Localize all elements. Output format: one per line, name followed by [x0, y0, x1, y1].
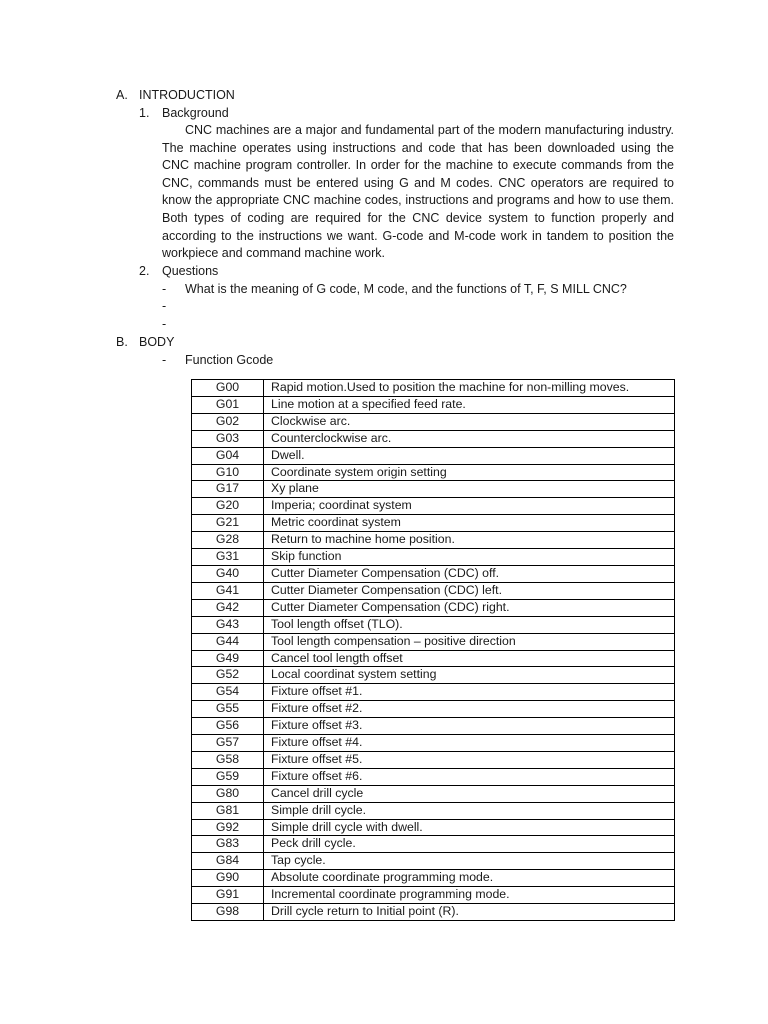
table-row [192, 701, 675, 718]
description-cell: Absolute coordinate programming mode. [264, 870, 675, 887]
table-row [192, 464, 675, 481]
gcode-cell: G52 [192, 667, 264, 684]
description-cell: Xy plane [264, 481, 675, 498]
description-cell: Fixture offset #5. [264, 751, 675, 768]
gcode-cell: G42 [192, 599, 264, 616]
table-row [192, 684, 675, 701]
gcode-cell: G43 [192, 616, 264, 633]
description-cell: Skip function [264, 549, 675, 566]
gcode-cell: G28 [192, 532, 264, 549]
description-cell: Cancel tool length offset [264, 650, 675, 667]
description-cell: Tool length compensation – positive direction [264, 633, 675, 650]
gcode-cell: G56 [192, 718, 264, 735]
description-cell: Fixture offset #1. [264, 684, 675, 701]
table-row [192, 599, 675, 616]
gcode-cell: G17 [192, 481, 264, 498]
gcode-cell: G44 [192, 633, 264, 650]
table-row [192, 565, 675, 582]
table-row [192, 667, 675, 684]
description-cell: Simple drill cycle with dwell. [264, 819, 675, 836]
table-row [192, 735, 675, 752]
body-item-text: Function Gcode [185, 353, 274, 367]
description-cell: Fixture offset #3. [264, 718, 675, 735]
section-b-title: BODY [139, 335, 175, 349]
empty-bullet-dash: - [162, 299, 167, 313]
gcode-cell: G31 [192, 549, 264, 566]
table-row [192, 819, 675, 836]
gcode-cell: G10 [192, 464, 264, 481]
table-row [192, 515, 675, 532]
description-cell: Counterclockwise arc. [264, 430, 675, 447]
table-row [192, 549, 675, 566]
gcode-cell: G21 [192, 515, 264, 532]
question-text: What is the meaning of G code, M code, and the functions of T, F, S MILL CNC? [185, 282, 627, 296]
description-cell: Clockwise arc. [264, 413, 675, 430]
subsection-2-marker: 2. [139, 264, 150, 278]
description-cell: Coordinate system origin setting [264, 464, 675, 481]
question-dash: - [162, 282, 167, 296]
description-cell: Cutter Diameter Compensation (CDC) left. [264, 582, 675, 599]
table-row [192, 430, 675, 447]
description-cell: Tap cycle. [264, 853, 675, 870]
description-cell: Cutter Diameter Compensation (CDC) right. [264, 599, 675, 616]
description-cell: Metric coordinat system [264, 515, 675, 532]
gcode-cell: G02 [192, 413, 264, 430]
gcode-cell: G03 [192, 430, 264, 447]
description-cell: Peck drill cycle. [264, 836, 675, 853]
gcode-cell: G04 [192, 447, 264, 464]
subsection-2-title: Questions [162, 264, 219, 278]
gcode-table-body [192, 380, 675, 921]
description-cell: Cancel drill cycle [264, 785, 675, 802]
table-row [192, 413, 675, 430]
table-row [192, 718, 675, 735]
gcode-cell: G98 [192, 904, 264, 921]
gcode-cell: G83 [192, 836, 264, 853]
table-row [192, 447, 675, 464]
table-row [192, 532, 675, 549]
description-cell: Imperia; coordinat system [264, 498, 675, 515]
description-cell: Simple drill cycle. [264, 802, 675, 819]
table-row [192, 836, 675, 853]
gcode-cell: G91 [192, 887, 264, 904]
table-row [192, 650, 675, 667]
section-b-marker: B. [116, 335, 128, 349]
gcode-cell: G01 [192, 396, 264, 413]
section-a-marker: A. [116, 88, 128, 102]
description-cell: Fixture offset #4. [264, 735, 675, 752]
gcode-cell: G00 [192, 380, 264, 397]
table-row [192, 853, 675, 870]
description-cell: Rapid motion.Used to position the machine for non-milling moves. [264, 380, 675, 397]
table-row [192, 582, 675, 599]
subsection-1-title: Background [162, 106, 229, 120]
description-cell: Line motion at a specified feed rate. [264, 396, 675, 413]
gcode-cell: G58 [192, 751, 264, 768]
gcode-cell: G49 [192, 650, 264, 667]
table-row [192, 802, 675, 819]
gcode-cell: G90 [192, 870, 264, 887]
gcode-cell: G57 [192, 735, 264, 752]
table-row [192, 498, 675, 515]
gcode-cell: G20 [192, 498, 264, 515]
description-cell: Local coordinat system setting [264, 667, 675, 684]
gcode-cell: G84 [192, 853, 264, 870]
table-row [192, 768, 675, 785]
description-cell: Drill cycle return to Initial point (R). [264, 904, 675, 921]
gcode-cell: G81 [192, 802, 264, 819]
description-cell: Cutter Diameter Compensation (CDC) off. [264, 565, 675, 582]
gcode-cell: G55 [192, 701, 264, 718]
gcode-table [191, 379, 675, 921]
table-row [192, 396, 675, 413]
table-row [192, 887, 675, 904]
table-row [192, 380, 675, 397]
section-a-title: INTRODUCTION [139, 88, 235, 102]
gcode-cell: G92 [192, 819, 264, 836]
table-row [192, 751, 675, 768]
gcode-cell: G40 [192, 565, 264, 582]
description-cell: Dwell. [264, 447, 675, 464]
description-cell: Return to machine home position. [264, 532, 675, 549]
table-row [192, 616, 675, 633]
gcode-cell: G41 [192, 582, 264, 599]
subsection-1-marker: 1. [139, 106, 150, 120]
table-row [192, 785, 675, 802]
table-row [192, 481, 675, 498]
gcode-cell: G59 [192, 768, 264, 785]
gcode-cell: G54 [192, 684, 264, 701]
table-row [192, 904, 675, 921]
body-item-dash: - [162, 353, 167, 367]
table-row [192, 870, 675, 887]
description-cell: Fixture offset #6. [264, 768, 675, 785]
description-cell: Incremental coordinate programming mode. [264, 887, 675, 904]
empty-bullet-dash: - [162, 317, 167, 331]
background-paragraph: CNC machines are a major and fundamental part of the modern manufacturing industry. The machine operates using instructions and code that has been downloaded using the CNC machine program controller. In order for the machine to execute commands from the CNC, commands must be entered using G and M codes. CNC operators are required to know the appropriate CNC machine codes, instructions and programs and how to use them. Both types of coding are required for the CNC device system to function properly and according to the instructions we want. G-code and M-code work in tandem to position the workpiece and command machine work. [162, 123, 674, 261]
gcode-cell: G80 [192, 785, 264, 802]
table-row [192, 633, 675, 650]
description-cell: Tool length offset (TLO). [264, 616, 675, 633]
description-cell: Fixture offset #2. [264, 701, 675, 718]
